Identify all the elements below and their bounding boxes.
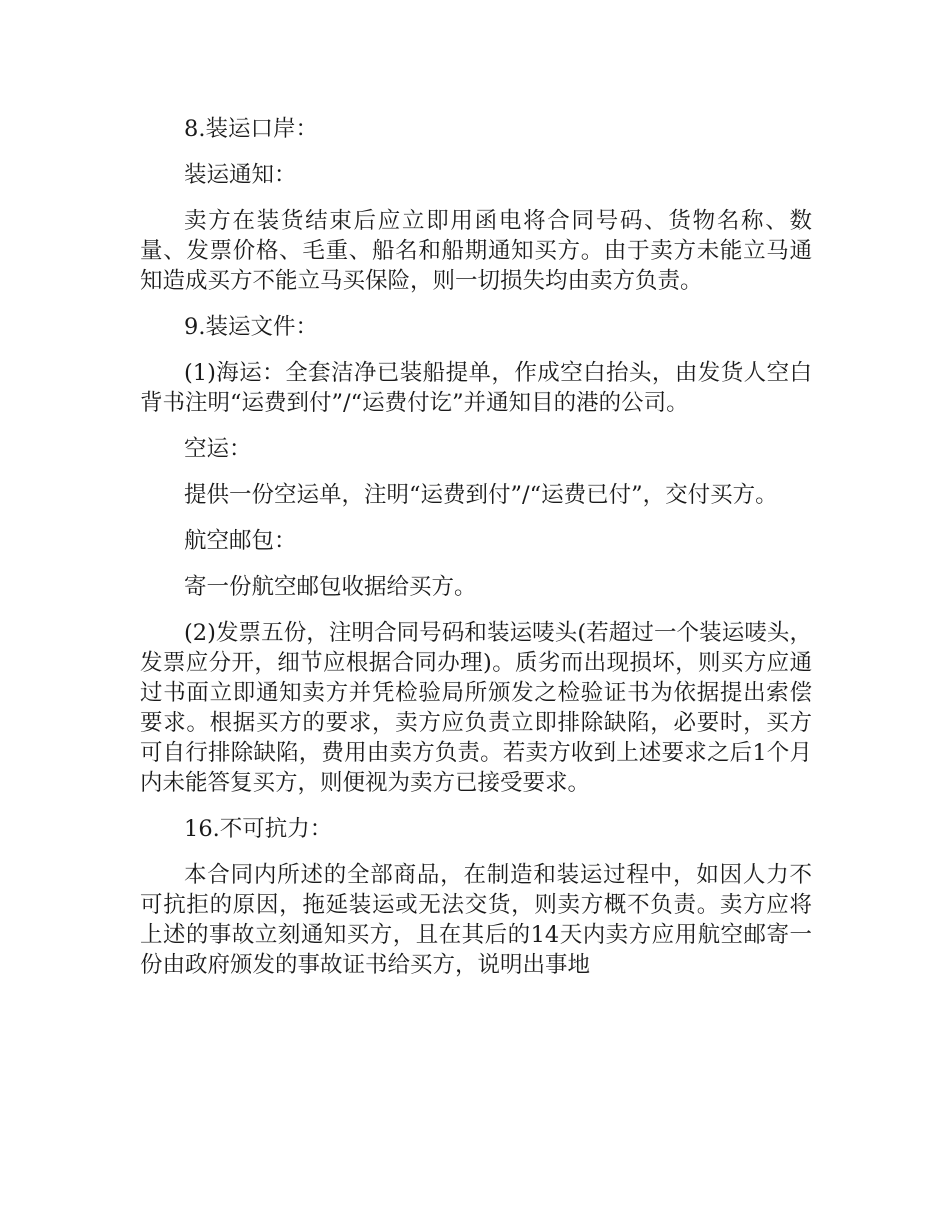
section-heading-loading-port: 8.装运口岸：	[184, 116, 318, 142]
subheading-shipment-notice: 装运通知：	[184, 162, 297, 188]
paragraph-shipment-notice: 卖方在装货结束后应立即用函电将合同号码、货物名称、数量、发票价格、毛重、船名和船期通知买方。由于卖方未能立马通知造成买方不能立马买保险，则一切损失均由卖方负责。	[140, 208, 812, 294]
paragraph-air-parcel-receipt: 寄一份航空邮包收据给买方。	[184, 574, 477, 600]
subheading-air-parcel: 航空邮包：	[184, 528, 297, 554]
paragraph-invoice-claims: (2)发票五份，注明合同号码和装运唛头(若超过一个装运唛头，发票应分开，细节应根据合同办理)。质劣而出现损坏，则买方应通过书面立即通知卖方并凭检验局所颁发之检验证书为依据提出索偿要求。根据买方的要求，卖方应负责立即排除缺陷，必要时，买方可自行排除缺陷，费用由卖方负责。若卖方收到上述要求之后1个月内未能答复买方，则便视为卖方已接受要求。	[140, 620, 812, 796]
paragraph-force-majeure: 本合同内所述的全部商品，在制造和装运过程中，如因人力不可抗拒的原因，拖延装运或无法交货，则卖方概不负责。卖方应将上述的事故立刻通知买方，且在其后的14天内卖方应用航空邮寄一份由政府颁发的事故证书给买方，说明出事地	[140, 862, 812, 978]
section-heading-force-majeure: 16.不可抗力：	[184, 816, 333, 842]
document-body	[140, 114, 812, 996]
paragraph-air-waybill: 提供一份空运单，注明“运费到付”/“运费已付”，交付买方。	[184, 482, 778, 508]
subheading-air-transport: 空运：	[184, 436, 252, 462]
paragraph-ocean-transport: (1)海运：全套洁净已装船提单，作成空白抬头，由发货人空白背书注明“运费到付”/“运费付讫”并通知目的港的公司。	[140, 360, 812, 416]
section-heading-shipping-documents: 9.装运文件：	[184, 314, 318, 340]
